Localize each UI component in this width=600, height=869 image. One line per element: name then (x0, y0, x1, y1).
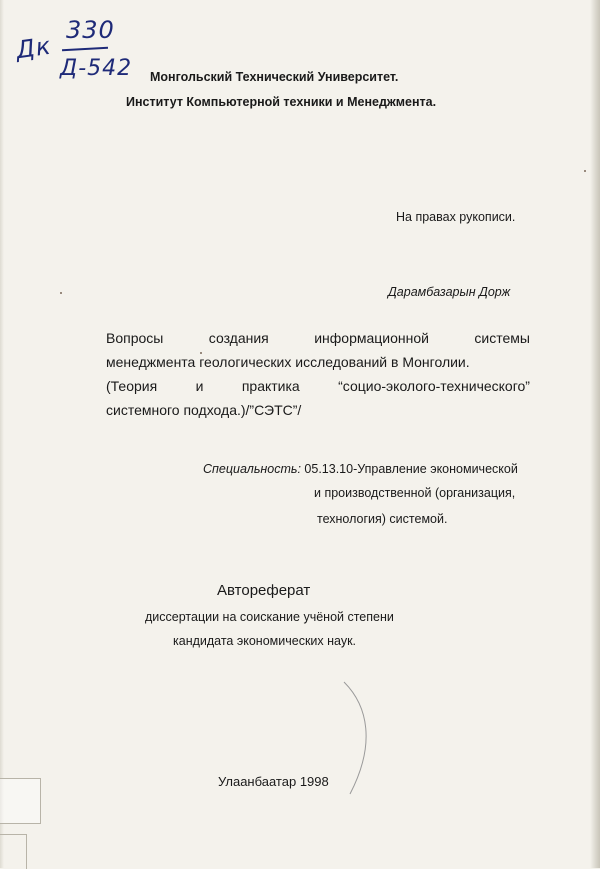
university-name: Монгольский Технический Университет. (150, 70, 399, 84)
author-name: Дарамбазарын Дорж (388, 285, 511, 299)
specialty-line-3: технология) системой. (317, 512, 448, 526)
specialty-code: 05.13.10-Управление экономической (300, 462, 518, 476)
pencil-arc-mark (320, 678, 390, 798)
title-word: Вопросы (106, 330, 164, 346)
title-word: информационной (314, 330, 429, 346)
title-word: “социо-эколого-технического” (338, 378, 530, 394)
title-line-3 (106, 374, 530, 398)
specialty-line-2: и производственной (организация, (314, 486, 516, 500)
abstract-title: Автореферат (217, 582, 311, 599)
title-word: (Теория (106, 378, 158, 394)
handwritten-code-b: 330 (66, 16, 115, 44)
paper-speck (584, 170, 586, 172)
handwritten-code-a: Дк (14, 31, 54, 65)
title-word: и (195, 378, 204, 394)
title-word: практика (241, 378, 300, 394)
specialty-line-1 (203, 462, 518, 476)
page-left-edge (0, 0, 4, 868)
tape-mark-bottom (0, 834, 27, 869)
title-word: создания (208, 330, 269, 346)
specialty-label: Специальность: (203, 462, 301, 476)
title-line-1 (106, 326, 530, 350)
title-line-4: системного подхода.)/”СЭТС”/ (106, 402, 302, 418)
tape-mark (0, 778, 41, 824)
handwritten-underline (62, 47, 108, 51)
abstract-line-1: диссертации на соискание учёной степени (145, 610, 394, 624)
title-word: системы (474, 330, 530, 346)
rights-note: На правах рукописи. (396, 210, 516, 224)
title-line-2: менеджмента геологических исследований в Монголии. (106, 354, 470, 370)
paper-speck (60, 292, 62, 294)
handwritten-code-c: Д-542 (60, 56, 133, 81)
city-year: Улаанбаатар 1998 (218, 774, 329, 789)
page-right-edge (590, 0, 600, 868)
thesis-title (106, 326, 530, 422)
institute-name: Институт Компьютерной техники и Менеджмента. (126, 95, 437, 109)
abstract-line-2: кандидата экономических наук. (173, 634, 357, 648)
paper-speck (200, 352, 202, 354)
